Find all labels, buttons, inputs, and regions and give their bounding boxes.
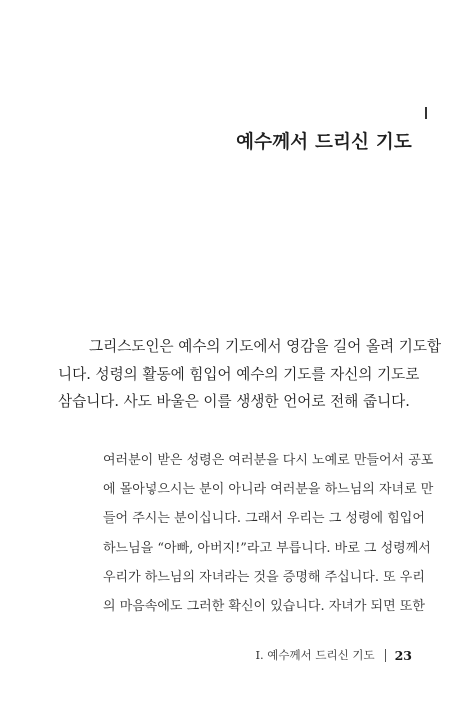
intro-line: 삼습니다. 사도 바울은 이를 생생한 언어로 전해 줍니다.	[58, 393, 410, 410]
chapter-marker-bar	[425, 107, 427, 119]
chapter-title: 예수께서 드리신 기도	[236, 132, 412, 153]
intro-paragraph	[58, 333, 442, 416]
quote-line: 여러분이 받은 성령은 여러분을 다시 노예로 만들어서 공포	[103, 453, 434, 468]
scripture-quote	[103, 446, 434, 621]
page-number: 23	[394, 647, 412, 663]
quote-line: 들어 주시는 분이십니다. 그래서 우리는 그 성령에 힘입어	[103, 511, 425, 527]
intro-line: 니다. 성령의 활동에 힘입어 예수의 기도를 자신의 기도로	[58, 365, 420, 383]
quote-line: 에 몰아넣으시는 분이 아니라 여러분을 하느님의 자녀로 만	[103, 482, 434, 498]
intro-line: 그리스도인은 예수의 기도에서 영감을 길어 올려 기도합	[89, 338, 442, 355]
running-title: I. 예수께서 드리신 기도	[255, 648, 375, 662]
quote-line: 우리가 하느님의 자녀라는 것을 증명해 주십니다. 또 우리	[103, 569, 425, 585]
page-footer	[255, 647, 412, 663]
quote-line: 의 마음속에도 그러한 확신이 있습니다. 자녀가 되면 또한	[103, 599, 425, 615]
quote-line: 하느님을 “아빠, 아버지!”라고 부릅니다. 바로 그 성령께서	[103, 540, 431, 556]
footer-divider	[385, 649, 386, 662]
